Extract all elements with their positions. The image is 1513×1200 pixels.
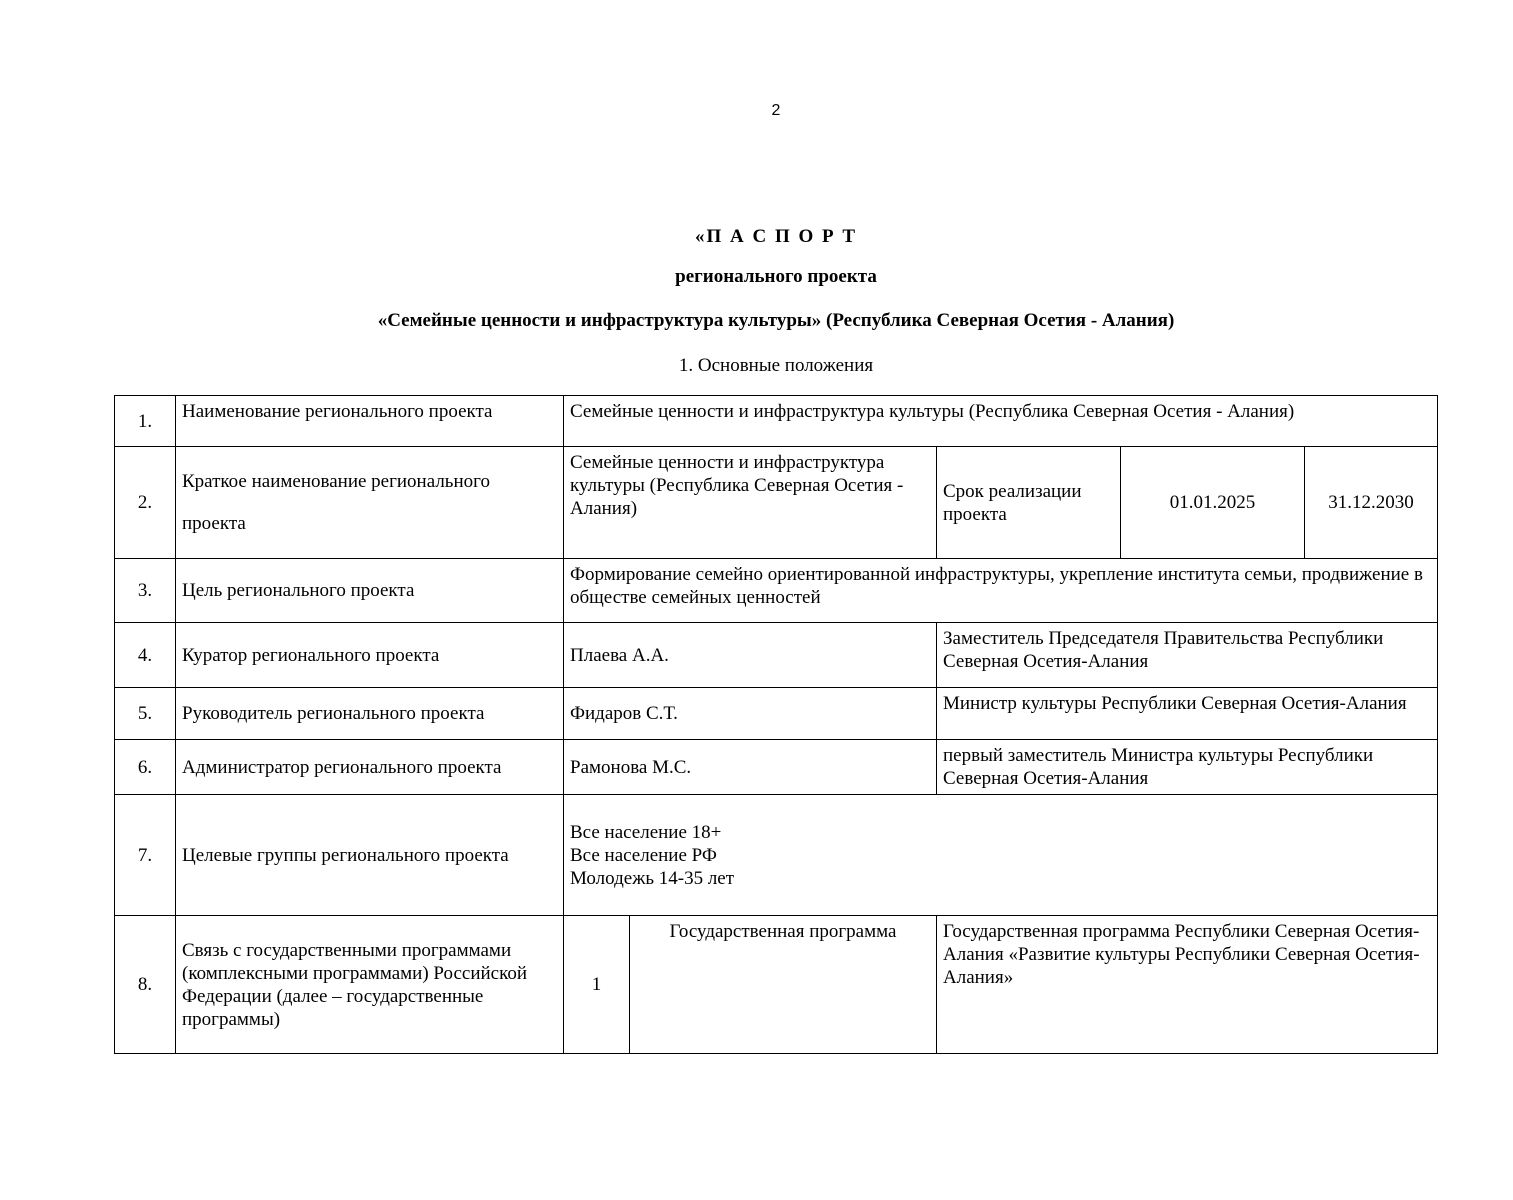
row-number: 3.: [115, 559, 176, 623]
curator-name: Плаева А.А.: [564, 623, 937, 688]
row-number: 1.: [115, 396, 176, 447]
curator-position: Заместитель Председателя Правительства Республики Северная Осетия-Алания: [937, 623, 1438, 688]
short-name-value: Семейные ценности и инфраструктура культуры (Республика Северная Осетия - Алания): [564, 447, 937, 559]
table-row: [115, 688, 1438, 740]
row-label: Связь с государственными программами (комплексными программами) Российской Федерации (далее – государственные программы): [176, 916, 564, 1054]
target-group-item: Все население РФ: [570, 844, 717, 866]
row-number: 5.: [115, 688, 176, 740]
row-number: 7.: [115, 795, 176, 916]
table-row: [115, 559, 1438, 623]
row-label: Наименование регионального проекта: [176, 396, 564, 447]
term-label: Срок реализации проекта: [937, 447, 1121, 559]
target-groups: [564, 795, 1438, 916]
program-index: 1: [564, 916, 630, 1054]
program-name: Государственная программа Республики Северная Осетия-Алания «Развитие культуры Республики Северная Осетия-Алания»: [937, 916, 1438, 1054]
table-row: [115, 740, 1438, 795]
end-date: 31.12.2030: [1305, 447, 1438, 559]
administrator-position: первый заместитель Министра культуры Республики Северная Осетия-Алания: [937, 740, 1438, 795]
table-row: [115, 623, 1438, 688]
table-row: [115, 447, 1438, 559]
document-title: «П А С П О Р Т: [694, 226, 858, 247]
row-label: Куратор регионального проекта: [176, 623, 564, 688]
row-label: Руководитель регионального проекта: [176, 688, 564, 740]
row-number: 2.: [115, 447, 176, 559]
table-row: [115, 396, 1438, 447]
leader-name: Фидаров С.Т.: [564, 688, 937, 740]
row-number: 4.: [115, 623, 176, 688]
row-number: 6.: [115, 740, 176, 795]
program-type: Государственная программа: [630, 916, 937, 1054]
target-group-item: Все население 18+: [570, 821, 722, 843]
document-subtitle: регионального проекта: [675, 266, 877, 287]
row-label: Администратор регионального проекта: [176, 740, 564, 795]
page-number: 2: [771, 102, 781, 119]
leader-position: Министр культуры Республики Северная Осетия-Алания: [937, 688, 1438, 740]
target-group-item: Молодежь 14-35 лет: [570, 867, 735, 889]
table-row: [115, 795, 1438, 916]
row-number: 8.: [115, 916, 176, 1054]
project-title: «Семейные ценности и инфраструктура культуры» (Республика Северная Осетия - Алания): [377, 310, 1175, 331]
table-row: [115, 916, 1438, 1054]
section-heading: 1. Основные положения: [678, 355, 874, 376]
administrator-name: Рамонова М.С.: [564, 740, 937, 795]
row-label: Целевые группы регионального проекта: [176, 795, 564, 916]
goal-value: Формирование семейно ориентированной инфраструктуры, укрепление института семьи, продвижение в обществе семейных ценностей: [564, 559, 1438, 623]
row-label: [176, 447, 564, 559]
start-date: 01.01.2025: [1121, 447, 1305, 559]
project-name-value: Семейные ценности и инфраструктура культуры (Республика Северная Осетия - Алания): [564, 396, 1438, 447]
row-label-text: Краткое наименование регионального проекта: [182, 470, 490, 534]
passport-table: [114, 395, 1438, 1054]
row-label: Цель регионального проекта: [176, 559, 564, 623]
